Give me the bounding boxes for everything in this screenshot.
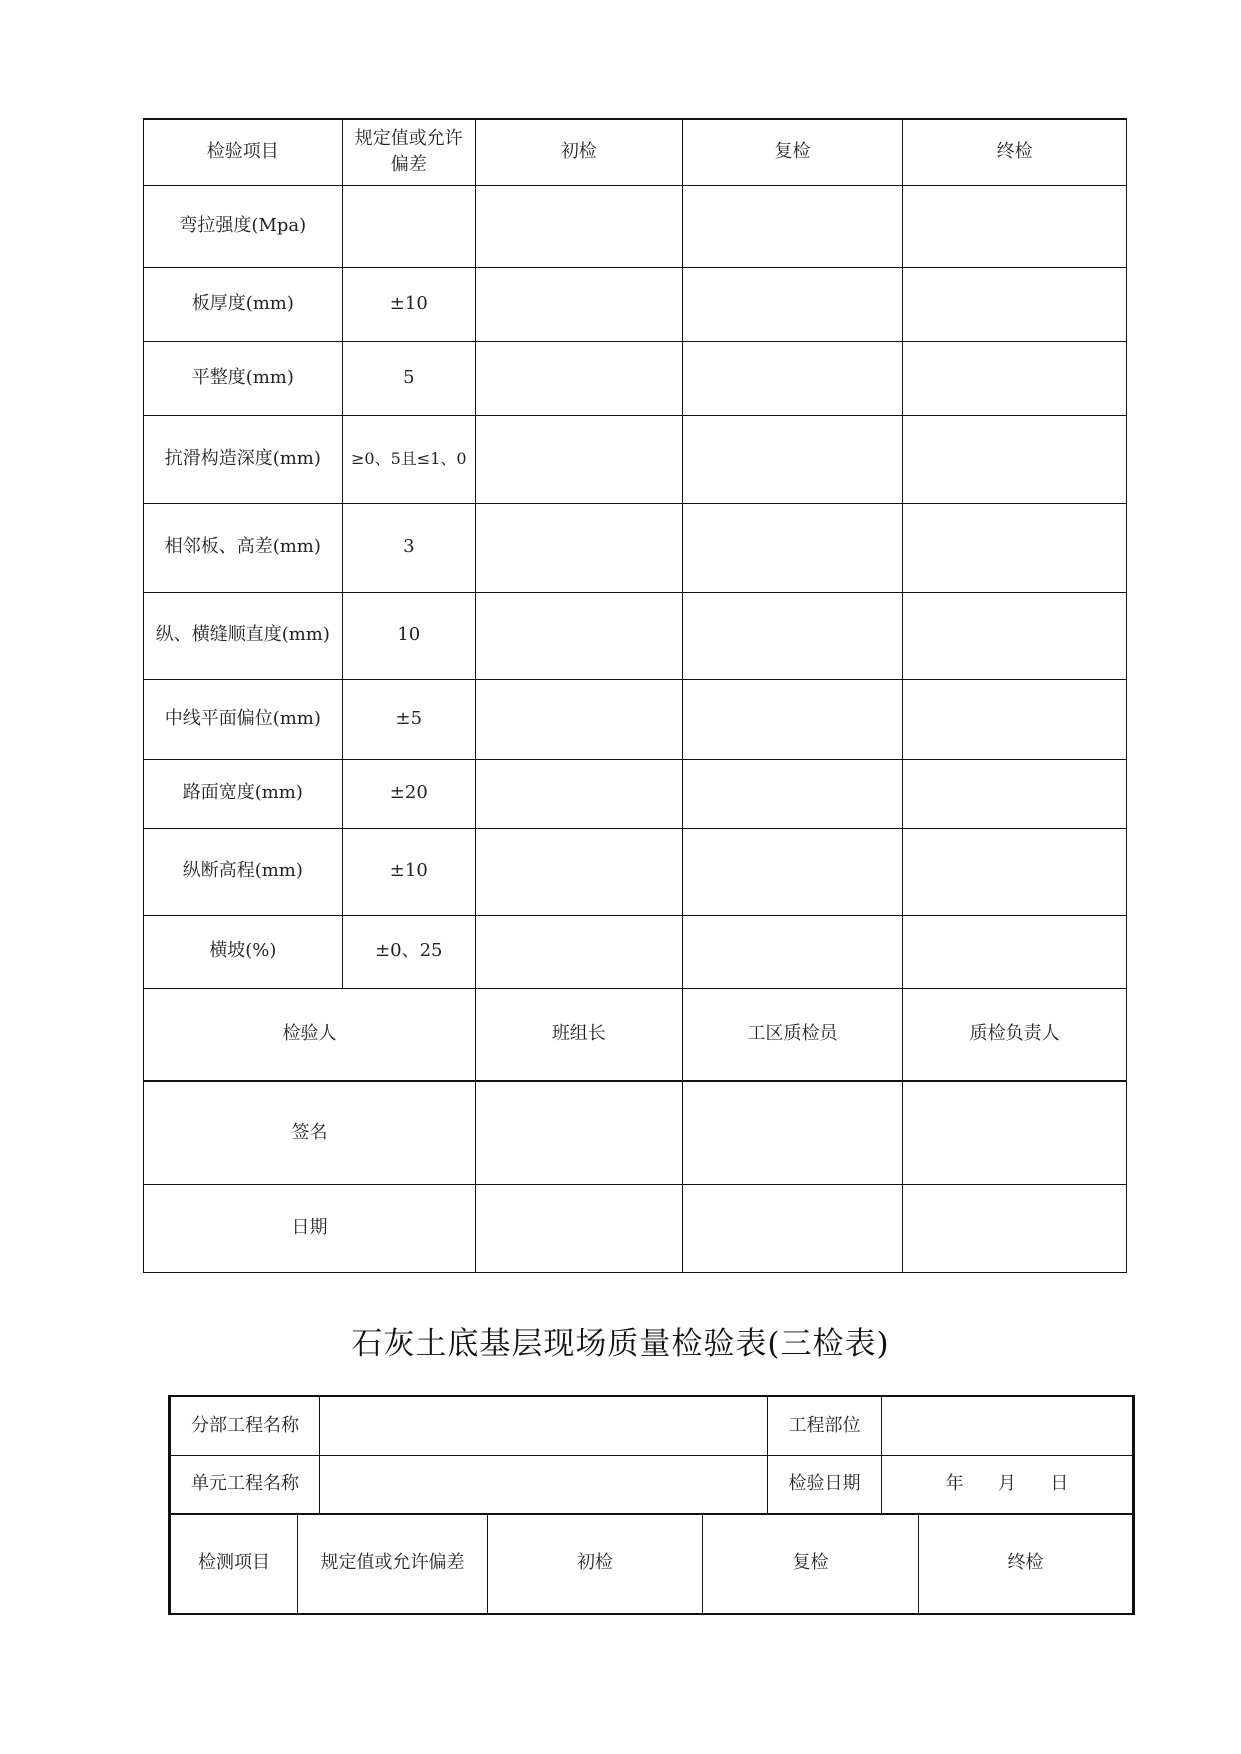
table-row bbox=[144, 592, 1127, 679]
signature-cell[interactable] bbox=[682, 1081, 903, 1184]
row-spec bbox=[342, 185, 475, 267]
row-spec: ±5 bbox=[342, 679, 475, 759]
inspector-label: 检验人 bbox=[144, 988, 476, 1081]
second-check-cell[interactable] bbox=[682, 679, 903, 759]
first-check-cell[interactable] bbox=[476, 503, 683, 592]
second-check-cell[interactable] bbox=[682, 415, 903, 503]
second-check-cell[interactable] bbox=[682, 828, 903, 915]
header-test-item: 检测项目 bbox=[170, 1514, 298, 1614]
final-check-cell[interactable] bbox=[903, 915, 1127, 988]
header-item: 检验项目 bbox=[144, 119, 343, 185]
table-row bbox=[144, 185, 1127, 267]
team-leader-label: 班组长 bbox=[476, 988, 683, 1081]
first-check-cell[interactable] bbox=[476, 759, 683, 828]
header-second-check: 复检 bbox=[703, 1514, 919, 1614]
date-cell[interactable] bbox=[903, 1184, 1127, 1272]
second-check-cell[interactable] bbox=[682, 592, 903, 679]
row-item: 纵断高程(mm) bbox=[144, 828, 343, 915]
inspector-row bbox=[144, 988, 1127, 1081]
header-first-check: 初检 bbox=[488, 1514, 703, 1614]
signature-cell[interactable] bbox=[476, 1081, 683, 1184]
unit-label: 单元工程名称 bbox=[170, 1455, 320, 1514]
date-cell[interactable] bbox=[682, 1184, 903, 1272]
row-spec: ±10 bbox=[342, 828, 475, 915]
table-row bbox=[144, 915, 1127, 988]
date-label: 日期 bbox=[144, 1184, 476, 1272]
first-check-cell[interactable] bbox=[476, 267, 683, 341]
second-check-cell[interactable] bbox=[682, 341, 903, 415]
table-header-row bbox=[170, 1514, 1134, 1614]
second-check-cell[interactable] bbox=[682, 503, 903, 592]
first-check-cell[interactable] bbox=[476, 592, 683, 679]
location-value[interactable] bbox=[882, 1396, 1134, 1455]
signature-cell[interactable] bbox=[903, 1081, 1127, 1184]
project-info-table bbox=[168, 1395, 1135, 1515]
first-check-cell[interactable] bbox=[476, 341, 683, 415]
location-label: 工程部位 bbox=[768, 1396, 882, 1455]
row-spec: 3 bbox=[342, 503, 475, 592]
inspection-date-value[interactable]: 年 月 日 bbox=[882, 1455, 1134, 1514]
row-item: 路面宽度(mm) bbox=[144, 759, 343, 828]
final-check-cell[interactable] bbox=[903, 503, 1127, 592]
final-check-cell[interactable] bbox=[903, 679, 1127, 759]
final-check-cell[interactable] bbox=[903, 828, 1127, 915]
second-check-cell[interactable] bbox=[682, 759, 903, 828]
final-check-cell[interactable] bbox=[903, 185, 1127, 267]
table-row bbox=[144, 415, 1127, 503]
header-second-check: 复检 bbox=[682, 119, 903, 185]
second-check-cell[interactable] bbox=[682, 915, 903, 988]
final-check-cell[interactable] bbox=[903, 267, 1127, 341]
signature-label: 签名 bbox=[144, 1081, 476, 1184]
row-item: 中线平面偏位(mm) bbox=[144, 679, 343, 759]
first-check-cell[interactable] bbox=[476, 185, 683, 267]
row-item: 纵、横缝顺直度(mm) bbox=[144, 592, 343, 679]
row-item: 平整度(mm) bbox=[144, 341, 343, 415]
quality-chief-label: 质检负责人 bbox=[903, 988, 1127, 1081]
row-item: 板厚度(mm) bbox=[144, 267, 343, 341]
header-spec bbox=[342, 119, 475, 185]
first-check-cell[interactable] bbox=[476, 828, 683, 915]
second-check-cell[interactable] bbox=[682, 267, 903, 341]
header-spec-line1: 规定值或允许 bbox=[354, 128, 463, 150]
table-row bbox=[144, 267, 1127, 341]
second-check-cell[interactable] bbox=[682, 185, 903, 267]
first-check-cell[interactable] bbox=[476, 679, 683, 759]
table-row bbox=[144, 679, 1127, 759]
division-value[interactable] bbox=[320, 1396, 768, 1455]
row-spec: 10 bbox=[342, 592, 475, 679]
signature-row bbox=[144, 1081, 1127, 1184]
table-header-row bbox=[144, 119, 1127, 185]
table-row bbox=[144, 828, 1127, 915]
division-row bbox=[170, 1396, 1134, 1455]
header-final-check: 终检 bbox=[903, 119, 1127, 185]
row-spec: ±10 bbox=[342, 267, 475, 341]
unit-row bbox=[170, 1455, 1134, 1514]
final-check-cell[interactable] bbox=[903, 759, 1127, 828]
table-row bbox=[144, 341, 1127, 415]
row-spec: ≥0、5且≤1、0 bbox=[342, 415, 475, 503]
inspection-table bbox=[143, 118, 1127, 1273]
final-check-cell[interactable] bbox=[903, 341, 1127, 415]
header-spec: 规定值或允许偏差 bbox=[298, 1514, 488, 1614]
first-check-cell[interactable] bbox=[476, 415, 683, 503]
row-item: 弯拉强度(Mpa) bbox=[144, 185, 343, 267]
table-row bbox=[144, 503, 1127, 592]
first-check-cell[interactable] bbox=[476, 915, 683, 988]
row-item: 抗滑构造深度(mm) bbox=[144, 415, 343, 503]
row-spec: ±20 bbox=[342, 759, 475, 828]
inspection-date-label: 检验日期 bbox=[768, 1455, 882, 1514]
final-check-cell[interactable] bbox=[903, 592, 1127, 679]
row-spec: 5 bbox=[342, 341, 475, 415]
row-spec: ±0、25 bbox=[342, 915, 475, 988]
date-cell[interactable] bbox=[476, 1184, 683, 1272]
header-first-check: 初检 bbox=[476, 119, 683, 185]
unit-value[interactable] bbox=[320, 1455, 768, 1514]
table-row bbox=[144, 759, 1127, 828]
area-inspector-label: 工区质检员 bbox=[682, 988, 903, 1081]
row-item: 相邻板、高差(mm) bbox=[144, 503, 343, 592]
division-label: 分部工程名称 bbox=[170, 1396, 320, 1455]
lower-inspection-table bbox=[168, 1513, 1135, 1615]
header-final-check: 终检 bbox=[919, 1514, 1134, 1614]
final-check-cell[interactable] bbox=[903, 415, 1127, 503]
header-spec-line2: 偏差 bbox=[390, 154, 427, 176]
row-item: 横坡(%) bbox=[144, 915, 343, 988]
date-row bbox=[144, 1184, 1127, 1272]
page-title: 石灰土底基层现场质量检验表(三检表) bbox=[351, 1326, 890, 1362]
